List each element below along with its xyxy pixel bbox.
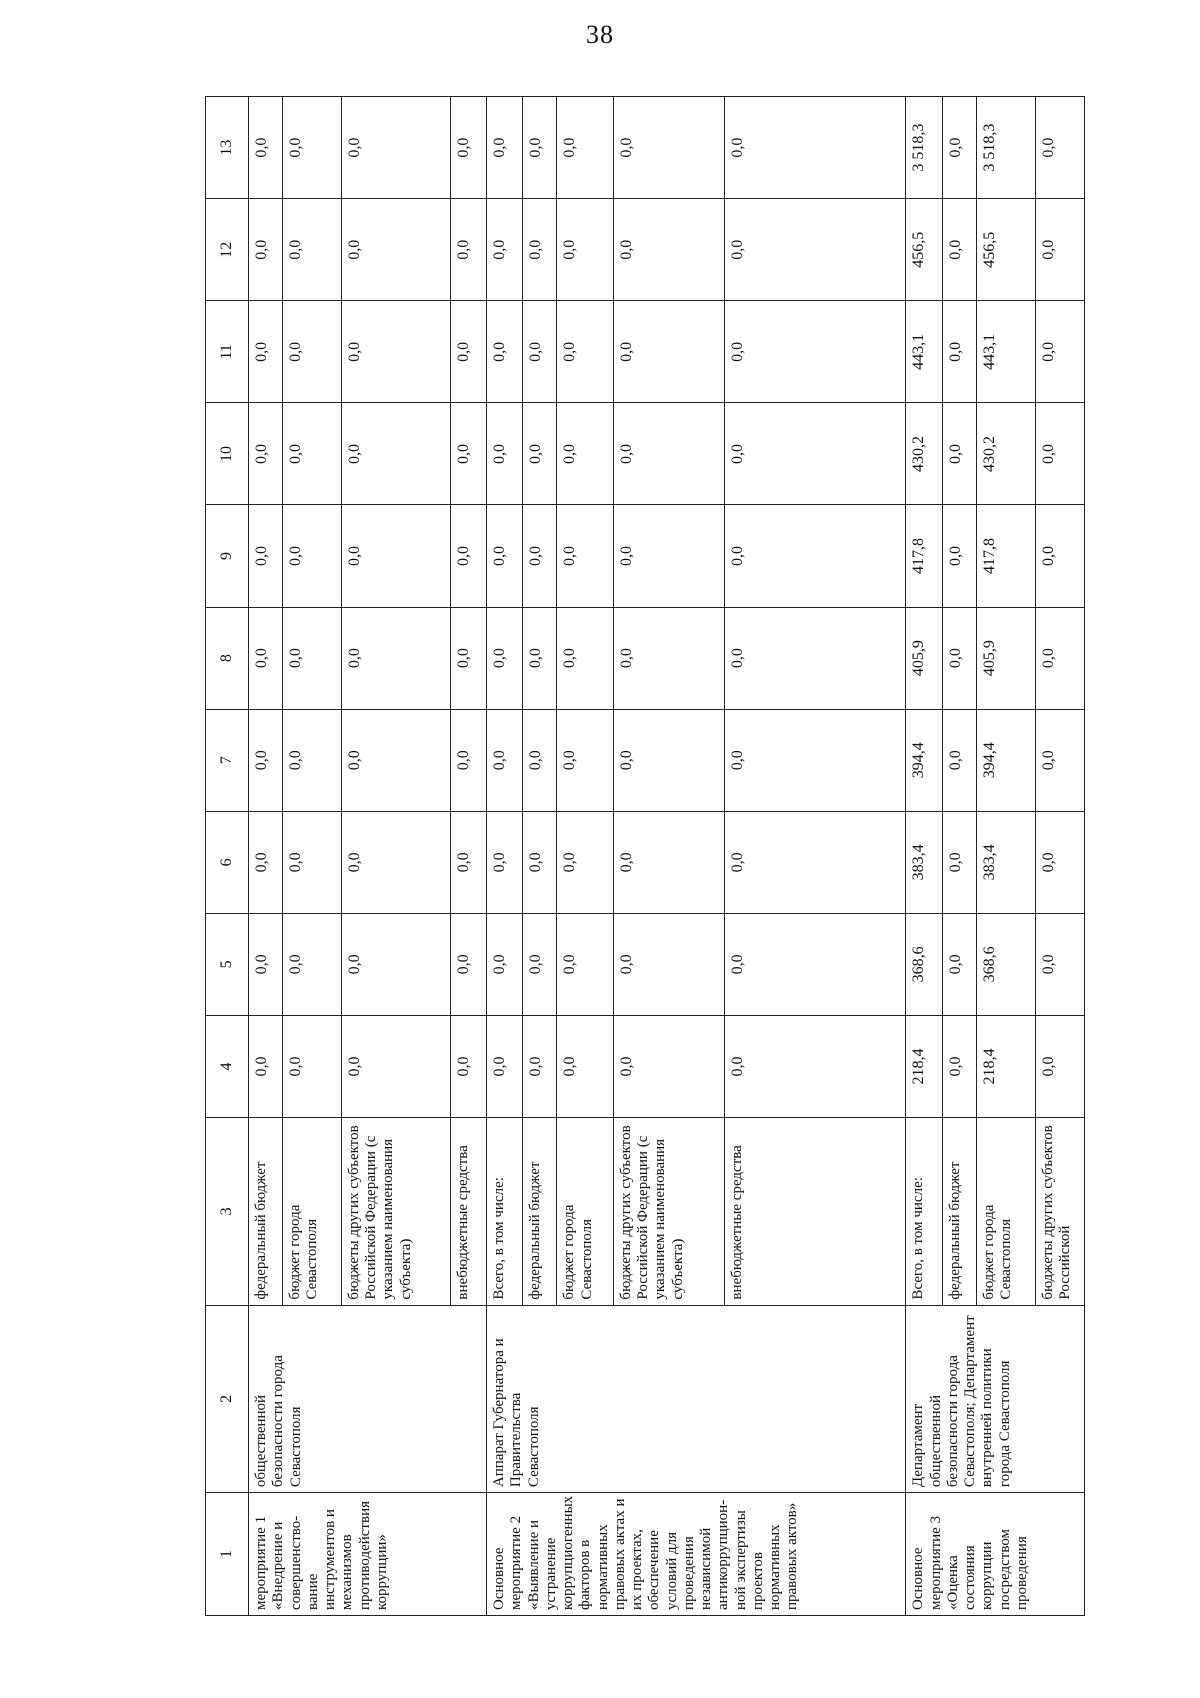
value-cell: 0,0 xyxy=(450,913,486,1015)
column-header: 11 xyxy=(206,301,249,403)
value-cell: 0,0 xyxy=(557,1015,614,1117)
table-row xyxy=(906,97,942,1616)
value-cell: 0,0 xyxy=(249,709,283,811)
value-cell: 443,1 xyxy=(976,301,1035,403)
value-cell: 0,0 xyxy=(450,97,486,199)
value-cell: 0,0 xyxy=(341,97,450,199)
value-cell: 0,0 xyxy=(450,1015,486,1117)
source-cell: федеральный бюджет xyxy=(249,1118,283,1306)
column-header: 5 xyxy=(206,913,249,1015)
source-cell: бюджет города Севастополя xyxy=(976,1118,1035,1306)
value-cell: 0,0 xyxy=(341,709,450,811)
value-cell: 0,0 xyxy=(341,301,450,403)
value-cell: 0,0 xyxy=(341,403,450,505)
value-cell: 0,0 xyxy=(283,1015,342,1117)
source-cell: бюджет города Севастополя xyxy=(283,1118,342,1306)
column-header: 2 xyxy=(206,1305,249,1493)
executor-cell: Департамент общественной безопасности города Севастополя; Департамент внутренней политики города Севастополя xyxy=(906,1305,1085,1493)
value-cell: 0,0 xyxy=(283,403,342,505)
value-cell: 0,0 xyxy=(613,403,724,505)
value-cell: 218,4 xyxy=(976,1015,1035,1117)
source-cell: внебюджетные средства xyxy=(450,1118,486,1306)
value-cell: 443,1 xyxy=(906,301,942,403)
source-cell: бюджеты других субъектов Российской Федерации (с указанием наименования субъекта) xyxy=(613,1118,724,1306)
value-cell: 0,0 xyxy=(283,97,342,199)
value-cell: 368,6 xyxy=(906,913,942,1015)
value-cell: 0,0 xyxy=(283,607,342,709)
value-cell: 0,0 xyxy=(283,301,342,403)
value-cell: 0,0 xyxy=(557,811,614,913)
value-cell: 0,0 xyxy=(523,709,557,811)
value-cell: 0,0 xyxy=(487,199,523,301)
value-cell: 0,0 xyxy=(283,913,342,1015)
value-cell: 394,4 xyxy=(906,709,942,811)
value-cell: 0,0 xyxy=(341,811,450,913)
value-cell: 0,0 xyxy=(523,301,557,403)
value-cell: 0,0 xyxy=(487,913,523,1015)
value-cell: 0,0 xyxy=(557,403,614,505)
value-cell: 0,0 xyxy=(725,97,906,199)
value-cell: 0,0 xyxy=(249,1015,283,1117)
source-cell: внебюджетные средства xyxy=(725,1118,906,1306)
value-cell: 405,9 xyxy=(976,607,1035,709)
value-cell: 0,0 xyxy=(341,505,450,607)
value-cell: 0,0 xyxy=(1035,913,1084,1015)
value-cell: 0,0 xyxy=(942,709,976,811)
column-header: 6 xyxy=(206,811,249,913)
value-cell: 0,0 xyxy=(725,199,906,301)
value-cell: 0,0 xyxy=(487,1015,523,1117)
value-cell: 0,0 xyxy=(1035,811,1084,913)
value-cell: 0,0 xyxy=(557,913,614,1015)
value-cell: 0,0 xyxy=(523,505,557,607)
column-header: 4 xyxy=(206,1015,249,1117)
value-cell: 0,0 xyxy=(613,505,724,607)
value-cell: 0,0 xyxy=(613,97,724,199)
value-cell: 0,0 xyxy=(523,913,557,1015)
value-cell: 368,6 xyxy=(976,913,1035,1015)
value-cell: 405,9 xyxy=(906,607,942,709)
value-cell: 0,0 xyxy=(523,97,557,199)
value-cell: 0,0 xyxy=(249,199,283,301)
column-header: 10 xyxy=(206,403,249,505)
source-cell: бюджеты других субъектов Российской xyxy=(1035,1118,1084,1306)
table-row xyxy=(487,97,523,1616)
value-cell: 0,0 xyxy=(942,199,976,301)
value-cell: 0,0 xyxy=(1035,1015,1084,1117)
value-cell: 0,0 xyxy=(341,1015,450,1117)
value-cell: 0,0 xyxy=(613,607,724,709)
value-cell: 0,0 xyxy=(450,505,486,607)
value-cell: 383,4 xyxy=(906,811,942,913)
value-cell: 3 518,3 xyxy=(976,97,1035,199)
executor-cell: Аппарат Губернатора и Правительства Севастополя xyxy=(487,1305,906,1493)
value-cell: 0,0 xyxy=(557,607,614,709)
value-cell: 394,4 xyxy=(976,709,1035,811)
value-cell: 0,0 xyxy=(450,811,486,913)
column-header: 13 xyxy=(206,97,249,199)
value-cell: 383,4 xyxy=(976,811,1035,913)
value-cell: 0,0 xyxy=(249,913,283,1015)
column-header: 7 xyxy=(206,709,249,811)
value-cell: 0,0 xyxy=(725,301,906,403)
value-cell: 0,0 xyxy=(942,505,976,607)
value-cell: 0,0 xyxy=(487,607,523,709)
value-cell: 0,0 xyxy=(942,607,976,709)
value-cell: 0,0 xyxy=(942,913,976,1015)
value-cell: 0,0 xyxy=(487,811,523,913)
source-cell: федеральный бюджет xyxy=(523,1118,557,1306)
value-cell: 0,0 xyxy=(557,505,614,607)
value-cell: 0,0 xyxy=(1035,709,1084,811)
value-cell: 0,0 xyxy=(613,199,724,301)
value-cell: 0,0 xyxy=(249,301,283,403)
value-cell: 0,0 xyxy=(487,301,523,403)
value-cell: 0,0 xyxy=(283,505,342,607)
source-cell: бюджет города Севастополя xyxy=(557,1118,614,1306)
value-cell: 0,0 xyxy=(1035,403,1084,505)
value-cell: 3 518,3 xyxy=(906,97,942,199)
value-cell: 0,0 xyxy=(725,403,906,505)
value-cell: 0,0 xyxy=(450,403,486,505)
measure-cell: Основное мероприятие 2 «Выявление и устранение коррупциогенных факторов в нормативных правовых актах и их проектах, обеспечение условий для проведения независимой антикоррупцион- ной экспертизы проектов нормативных правовых актов» xyxy=(487,1493,906,1616)
value-cell: 456,5 xyxy=(976,199,1035,301)
value-cell: 0,0 xyxy=(725,1015,906,1117)
value-cell: 0,0 xyxy=(557,709,614,811)
value-cell: 0,0 xyxy=(613,709,724,811)
value-cell: 0,0 xyxy=(283,199,342,301)
page-number: 38 xyxy=(586,20,614,49)
value-cell: 456,5 xyxy=(906,199,942,301)
value-cell: 0,0 xyxy=(341,199,450,301)
value-cell: 0,0 xyxy=(1035,97,1084,199)
table-row xyxy=(249,97,283,1616)
value-cell: 0,0 xyxy=(725,709,906,811)
value-cell: 0,0 xyxy=(942,97,976,199)
source-cell: бюджеты других субъектов Российской Федерации (с указанием наименования субъекта) xyxy=(341,1118,450,1306)
value-cell: 0,0 xyxy=(487,709,523,811)
value-cell: 0,0 xyxy=(487,505,523,607)
value-cell: 417,8 xyxy=(906,505,942,607)
value-cell: 0,0 xyxy=(725,913,906,1015)
measure-cell: Основное мероприятие 3 «Оценка состояния коррупции посредством проведения xyxy=(906,1493,1085,1616)
value-cell: 417,8 xyxy=(976,505,1035,607)
value-cell: 0,0 xyxy=(557,301,614,403)
value-cell: 0,0 xyxy=(450,607,486,709)
value-cell: 430,2 xyxy=(906,403,942,505)
value-cell: 0,0 xyxy=(523,1015,557,1117)
value-cell: 0,0 xyxy=(249,607,283,709)
value-cell: 0,0 xyxy=(450,709,486,811)
budget-table xyxy=(205,96,1085,1616)
column-header: 1 xyxy=(206,1493,249,1616)
column-header: 12 xyxy=(206,199,249,301)
value-cell: 0,0 xyxy=(450,301,486,403)
value-cell: 0,0 xyxy=(523,607,557,709)
header-row xyxy=(206,97,249,1616)
source-cell: Всего, в том числе: xyxy=(487,1118,523,1306)
value-cell: 0,0 xyxy=(487,97,523,199)
value-cell: 0,0 xyxy=(725,811,906,913)
value-cell: 0,0 xyxy=(557,97,614,199)
source-cell: федеральный бюджет xyxy=(942,1118,976,1306)
value-cell: 0,0 xyxy=(523,403,557,505)
rotated-table-container xyxy=(205,96,1085,1616)
value-cell: 0,0 xyxy=(613,811,724,913)
measure-cell: мероприятие 1 «Внедрение и совершенство- вание инструментов и механизмов противодействия коррупции» xyxy=(249,1493,487,1616)
source-cell: Всего, в том числе: xyxy=(906,1118,942,1306)
value-cell: 0,0 xyxy=(942,301,976,403)
column-header: 9 xyxy=(206,505,249,607)
value-cell: 0,0 xyxy=(450,199,486,301)
column-header: 3 xyxy=(206,1118,249,1306)
value-cell: 0,0 xyxy=(725,505,906,607)
value-cell: 430,2 xyxy=(976,403,1035,505)
value-cell: 0,0 xyxy=(942,1015,976,1117)
value-cell: 218,4 xyxy=(906,1015,942,1117)
value-cell: 0,0 xyxy=(283,709,342,811)
value-cell: 0,0 xyxy=(283,811,342,913)
value-cell: 0,0 xyxy=(341,607,450,709)
value-cell: 0,0 xyxy=(487,403,523,505)
value-cell: 0,0 xyxy=(1035,505,1084,607)
value-cell: 0,0 xyxy=(523,811,557,913)
value-cell: 0,0 xyxy=(1035,607,1084,709)
value-cell: 0,0 xyxy=(341,913,450,1015)
value-cell: 0,0 xyxy=(523,199,557,301)
value-cell: 0,0 xyxy=(613,1015,724,1117)
executor-cell: общественной безопасности города Севастополя xyxy=(249,1305,487,1493)
value-cell: 0,0 xyxy=(613,913,724,1015)
value-cell: 0,0 xyxy=(942,403,976,505)
value-cell: 0,0 xyxy=(1035,301,1084,403)
value-cell: 0,0 xyxy=(557,199,614,301)
value-cell: 0,0 xyxy=(725,607,906,709)
value-cell: 0,0 xyxy=(249,403,283,505)
column-header: 8 xyxy=(206,607,249,709)
value-cell: 0,0 xyxy=(1035,199,1084,301)
value-cell: 0,0 xyxy=(249,97,283,199)
value-cell: 0,0 xyxy=(942,811,976,913)
value-cell: 0,0 xyxy=(249,505,283,607)
value-cell: 0,0 xyxy=(249,811,283,913)
value-cell: 0,0 xyxy=(613,301,724,403)
